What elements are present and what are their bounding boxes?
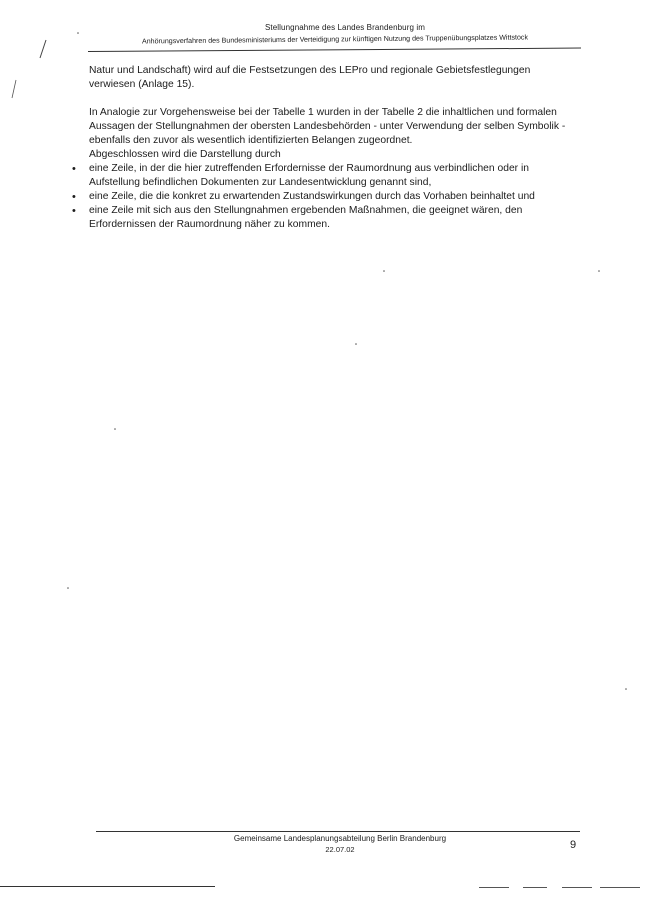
header-subtitle: Anhörungsverfahren des Bundesministeriums der Verteidigung zur künftigen Nutzung des Truppenübungsplatzes Wittstock bbox=[141, 33, 529, 46]
paragraph-1: Natur und Landschaft) wird auf die Festsetzungen des LEPro und regionale Gebietsfestlegungen verwiesen (Anlage 15). bbox=[89, 65, 531, 90]
speck-3 bbox=[355, 343, 357, 345]
footer-date: 22.07.02 bbox=[325, 845, 355, 854]
scan-dash-2 bbox=[523, 887, 547, 888]
pen-stroke-2 bbox=[12, 80, 16, 98]
speck-4 bbox=[114, 428, 116, 430]
pen-stroke-1 bbox=[40, 40, 46, 58]
bullet-list bbox=[89, 162, 579, 232]
footer-rule bbox=[96, 831, 580, 832]
scan-dash-3 bbox=[562, 887, 592, 888]
page-number: 9 bbox=[570, 839, 577, 851]
paragraph-2: In Analogie zur Vorgehensweise bei der Tabelle 1 wurden in der Tabelle 2 die inhaltlichen und formalen Aussagen der Stellungnahmen der obersten Landesbehörden - unter Verwendung der selben Symbolik - ebenfalls den zuvor als wesentlich identifizierten Belangen zugeordnet. bbox=[89, 107, 566, 146]
speck-2 bbox=[383, 270, 385, 272]
bullet-item-1: • eine Zeile, in der die hier zutreffenden Erfordernisse der Raumordnung aus verbindlichen oder in Aufstellung befindlichen Dokumenten zur Landesentwicklung genannt sind, bbox=[89, 162, 579, 190]
header-rule bbox=[88, 48, 581, 52]
speck-7 bbox=[625, 688, 627, 690]
scan-dash-1 bbox=[479, 887, 509, 888]
header-title: Stellungnahme des Landes Brandenburg im bbox=[264, 23, 425, 32]
scan-edge-line bbox=[0, 886, 215, 887]
speck-1 bbox=[77, 32, 79, 34]
body-text bbox=[89, 64, 579, 232]
speck-5 bbox=[598, 270, 600, 272]
bullet-item-3: • eine Zeile mit sich aus den Stellungnahmen ergebenden Maßnahmen, die geeignet wären, den Erfordernissen der Raumordnung näher zu kommen. bbox=[89, 204, 579, 232]
speck-6 bbox=[67, 587, 69, 589]
bullet-intro: Abgeschlossen wird die Darstellung durch bbox=[89, 149, 281, 160]
scan-dash-4 bbox=[600, 887, 640, 888]
footer-organization: Gemeinsame Landesplanungsabteilung Berlin Brandenburg bbox=[233, 834, 447, 843]
bullet-item-2: • eine Zeile, die die konkret zu erwartenden Zustandswirkungen durch das Vorhaben beinhaltet und bbox=[89, 190, 579, 204]
